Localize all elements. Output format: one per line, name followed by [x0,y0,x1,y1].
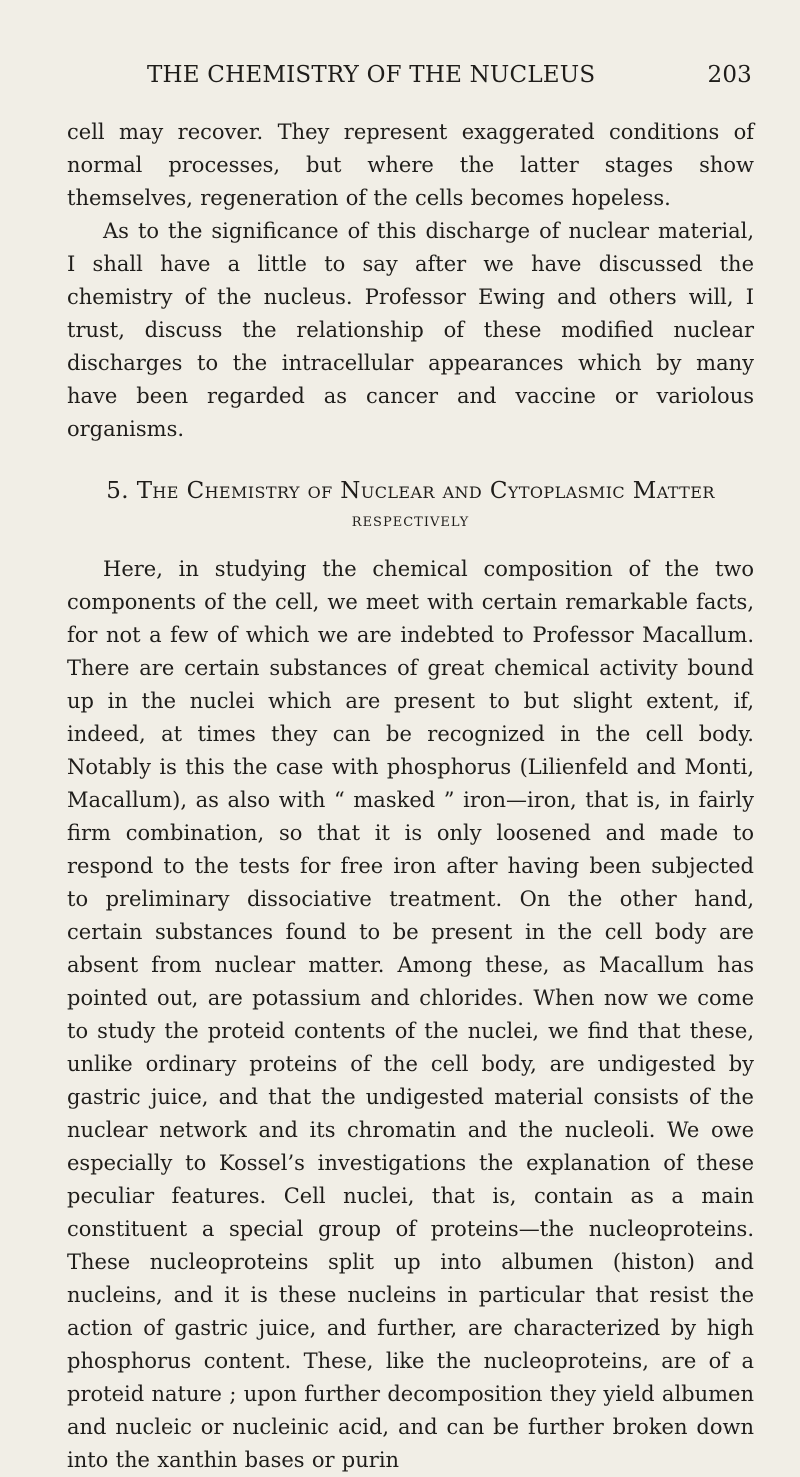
page-number: 203 [707,62,752,88]
running-header [67,62,754,96]
section-number: 5. [106,478,129,504]
section-subtitle: respectively [351,510,470,531]
running-title: THE CHEMISTRY OF THE NUCLEUS [147,62,596,88]
paragraph-continuation: cell may recover. They represent exaggerated conditions of normal processes, but where the latter stages show themselves, regeneration of the cells becomes hopeless. [67,120,754,210]
paragraph-chemical-composition: Here, in studying the chemical composition of the two components of the cell, we meet with certain remarkable facts, for not a few of which we are indebted to Professor Macallum. There are certain substances of great chemical activity bound up in the nuclei which are present to but slight extent, if, indeed, at times they can be recognized in the cell body. Notably is this the case with phosphorus (Lilienfeld and Monti, Macallum), as also with “ masked ” iron—iron, that is, in fairly firm combination, so that it is only loosened and made to respond to the tests for free iron after having been subjected to preliminary dissociative treatment. On the other hand, certain substances found to be present in the cell body are absent from nuclear matter. Among these, as Macallum has pointed out, are potassium and chlorides. When now we come to study the proteid contents of the nuclei, we find that these, unlike ordinary proteins of the cell body, are undigested by gastric juice, and that the undigested material consists of the nuclear network and its chromatin and the nucleoli. We owe especially to Kossel’s investigations the explanation of these peculiar features. Cell nuclei, that is, contain as a main constituent a special group of proteins—the nucleoproteins. These nucleoproteins split up into albumen (histon) and nucleins, and it is these nucleins in particular that resist the action of gastric juice, and further, are characterized by high phosphorus content. These, like the nucleoproteins, are of a proteid nature ; upon further decomposition they yield albumen and nucleic or nucleinic acid, and can be further broken down into the xanthin bases or purin [67,557,754,1472]
section-heading [67,475,754,533]
section-title: The Chemistry of Nuclear and Cytoplasmic Matter [136,478,715,504]
paragraph-significance: As to the significance of this discharge of nuclear material, I shall have a little to say after we have discussed the chemistry of the nucleus. Professor Ewing and others will, I trust, discuss the relationship of these modified nuclear discharges to the intracellular appearances which by many have been regarded as cancer and vaccine or variolous organisms. [67,219,754,441]
